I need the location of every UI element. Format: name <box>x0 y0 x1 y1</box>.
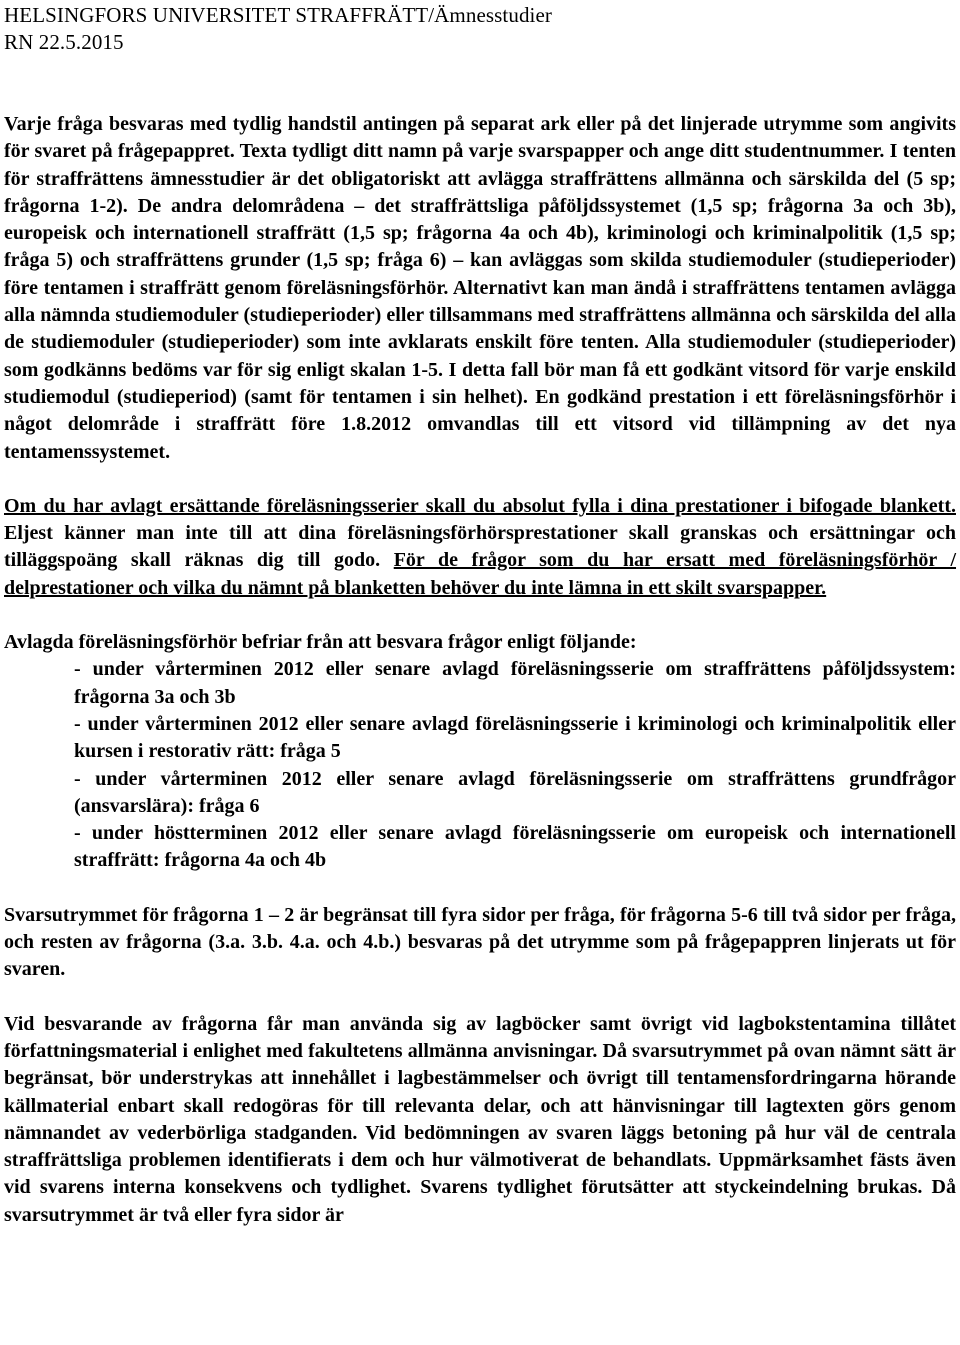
substitute-underlined-second: För de frågor som du har ersatt med föreläsningsförhör / delprestationer och vilka du nämnt på blanketten behöver du inte lämna in ett skilt svarspapper. <box>4 549 957 599</box>
substitute-underlined-first: Om du har avlagt ersättande föreläsningsserier skall du absolut fylla i dina prestationer i bifogade blankett. <box>4 494 956 517</box>
instructions-paragraph: Varje fråga besvaras med tydlig handstil antingen på separat ark eller på det linjerade utrymme som angivits för svaret på frågepappret. Texta tydligt ditt namn på varje svarspapper och ange ditt studentnummer. I tenten för straffrättens ämnesstudier är det obligatoriskt att avlägga straffrättens allmänna och särskilda del (5 sp; frågorna 1-2). De andra delområdena – det straffrättsliga påföljdssystemet (1,5 sp; frågorna 3a och 3b), europeisk och internationell straffrätt (1,5 sp; frågorna 4a och 4b), kriminologi och kriminalpolitik (1,5 sp; fråga 5) och straffrättens grunder (1,5 sp; fråga 6) – kan avläggas som skilda studiemoduler (studieperioder) före tentamen i straffrätt genom föreläsningsförhör. Alternativt kan man ändå i straffrättens tentamen avlägga alla nämnda studiemoduler (studieperioder) eller tillsammans med straffrättens allmänna och särskilda del alla de studiemoduler (studieperioder) som inte avklarats enskilt före tenten. Alla studiemoduler (studieperioder) som godkänns bedöms var för sig enligt skalan 1-5. I detta fall bör man få ett godkänt vitsord för varje enskild studiemodul (studieperiod) (samt för tentamen i sin helhet). En godkänd prestation i ett föreläsningsförhör i något delområde i straffrätt före 1.8.2012 omvandlas till ett vitsord vid tillämpning av det nya tentamenssystemet. <box>4 113 956 463</box>
lawbooks-paragraph: Vid besvarande av frågorna får man använda sig av lagböcker samt övrigt vid lagbokstentamina tillåtet författningsmaterial i enlighet med fakultetens allmänna anvisningar. Då svarsutrymmet på ovan nämnt sätt är begränsat, bör understrykas att innehållet i lagbestämmelser och övrigt till tentamensfordringarna hörande källmaterial enbart skall redogöras för till relevanta delar, och att hänvisningar till lagtexten görs genom nämnandet av vederbörliga stadganden. Vid bedömningen av svaren läggs betoning på hur väl de centrala straffrättsliga problemen identifierats i dem och hur välmotiverat de behandlats. Uppmärksamhet fästs även vid svarens interna konsekvens och tydlighet. Svarens tydlighet förutsätter att styckeindelning brukas. Då svarsutrymmet är två eller fyra sidor är <box>4 1012 956 1226</box>
substitute-plain: Eljest känner man inte till att dina föreläsningsförhörsprestationer skall granskas och ersättningar och tilläggspoäng skall räknas dig till godo. <box>4 522 956 572</box>
exemption-item: - under vårterminen 2012 eller senare avlagd föreläsningsserie om straffrättens grundfrågor (ansvarslära): fråga 6 <box>74 767 956 817</box>
substitute-paragraph <box>4 493 956 602</box>
exemptions-intro: Avlagda föreläsningsförhör befriar från att besvara frågor enligt följande: <box>4 631 637 654</box>
exemption-item: - under vårterminen 2012 eller senare avlagd föreläsningsserie i kriminologi och kriminalpolitik eller kursen i restorativ rätt: fråga 5 <box>74 712 956 763</box>
exemption-item: - under höstterminen 2012 eller senare avlagd föreläsningsserie om europeisk och internationell straffrätt: frågorna 4a och 4b <box>74 822 956 872</box>
answer-space-paragraph: Svarsutrymmet för frågorna 1 – 2 är begränsat till fyra sidor per fråga, för frågorna 5-6 till två sidor per fråga, och resten av frågorna (3.a. 3.b. 4.a. och 4.b.) besvaras på det utrymme som på frågepappren linjerats ut för svaren. <box>4 903 956 981</box>
exemptions-list <box>4 656 956 874</box>
document-page <box>4 2 956 1229</box>
document-date: RN 22.5.2015 <box>4 30 124 54</box>
exemption-item: - under vårterminen 2012 eller senare avlagd föreläsningsserie om straffrättens påföljdssystem: frågorna 3a och 3b <box>74 658 956 708</box>
document-title: HELSINGFORS UNIVERSITET STRAFFRÄTT/Ämnesstudier <box>4 3 553 27</box>
